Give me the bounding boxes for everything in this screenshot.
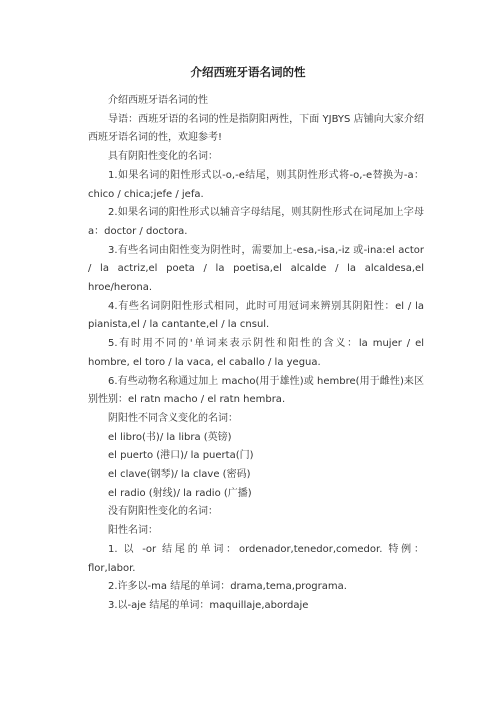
rule-item: 5.有时用不同的'单词来表示阴性和阳性的含义：la mujer / el hombre, el toro / la vaca, el caballo / la yegua. <box>88 338 424 368</box>
document-title: 介绍西班牙语名词的性 <box>190 65 306 79</box>
section-heading-gender-variable: 具有阴阳性变化的名词： <box>108 151 218 163</box>
example-pair: el puerto (港口)/ la puerta(门) <box>108 450 254 462</box>
rule-item: 3.有些名词由阳性变为阴性时，需要加上-esa,-isa,-iz 或-ina:el actor / la actriz,el poeta / la poetisa,el alcalde / la alcaldesa,el hroe/herona. <box>88 244 424 294</box>
rule-item: 3.以-aje 结尾的单词：maquillaje,abordaje <box>108 599 309 611</box>
paragraph-subtitle: 介绍西班牙语名词的性 <box>108 95 208 106</box>
example-pair: el libro(书)/ la libra (英镑) <box>108 431 232 443</box>
rule-item: 6.有些动物名称通过加上 macho(用于雄性)或 hembre(用于雌性)来区别性别：el ratn macho / el ratn hembra. <box>88 375 424 406</box>
rule-item: 2.许多以-ma 结尾的单词：drama,tema,programa. <box>108 581 347 593</box>
rule-item: 4.有些名词阴阳性形式相同，此时可用冠词来辨别其阴阳性：el / la pianista,el / la cantante,el / la cnsul. <box>88 300 424 331</box>
section-heading-meaning-change: 阴阳性不同含义变化的名词： <box>108 412 238 424</box>
example-pair: el radio (射线)/ la radio (广播) <box>108 487 252 499</box>
document-body <box>88 92 424 616</box>
subsection-heading-masculine: 阳性名词： <box>108 525 158 537</box>
paragraph-intro: 导语：西班牙语的名词的性是指阴阳两性，下面 YJBYS 店铺向大家介绍西班牙语名词的性，欢迎参考! <box>88 113 424 144</box>
rule-item: 1. 以 -or 结尾的单词：ordenador,tenedor,comedor. 特例：flor,labor. <box>88 543 424 574</box>
section-heading-invariable: 没有阴阳性变化的名词： <box>108 506 218 518</box>
rule-item: 2.如果名词的阳性形式以辅音字母结尾，则其阴性形式在词尾加上字母 a：doctor / doctora. <box>88 207 424 237</box>
rule-item: 1.如果名词的阳性形式以-o,-e结尾，则其阴性形式将-o,-e替换为-a：chico / chica;jefe / jefa. <box>88 169 424 200</box>
example-pair: el clave(钢琴)/ la clave (密码) <box>108 469 251 481</box>
